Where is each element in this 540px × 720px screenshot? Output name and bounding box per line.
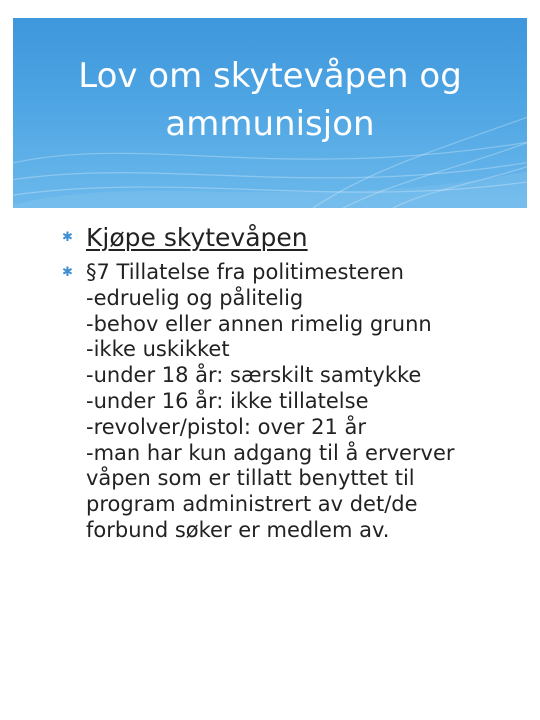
title-line: Lov om skytevåpen og [78, 56, 462, 96]
bullet-line: -man har kun adgang til å erverver [86, 440, 455, 465]
bullet-line: -edruelig og pålitelig [86, 285, 304, 310]
bullet-line: -ikke uskikket [86, 337, 230, 362]
bullet-line: program administrert av det/de [86, 492, 418, 517]
bullet-line: -under 16 år: ikke tillatelse [86, 388, 369, 413]
bullet-item [62, 260, 532, 544]
bullet-line: forbund søker er medlem av. [86, 517, 390, 542]
page-title [13, 52, 527, 148]
bullet-line: -under 18 år: særskilt samtykke [86, 363, 422, 388]
bullet-line: -revolver/pistol: over 21 år [86, 414, 367, 439]
bullet-heading: Kjøpe skytevåpen [86, 223, 308, 252]
bullet-line: våpen som er tillatt benyttet til [86, 466, 415, 491]
asterisk-bullet-icon: ✱ [62, 230, 73, 245]
bullet-line: -behov eller annen rimelig grunn [86, 311, 432, 336]
title-banner [13, 18, 527, 208]
asterisk-bullet-icon: ✱ [62, 265, 73, 280]
title-line: ammunisjon [165, 104, 375, 144]
slide-content [62, 222, 532, 544]
bullet-line: §7 Tillatelse fra politimesteren [86, 260, 404, 284]
bullet-item [62, 222, 532, 254]
